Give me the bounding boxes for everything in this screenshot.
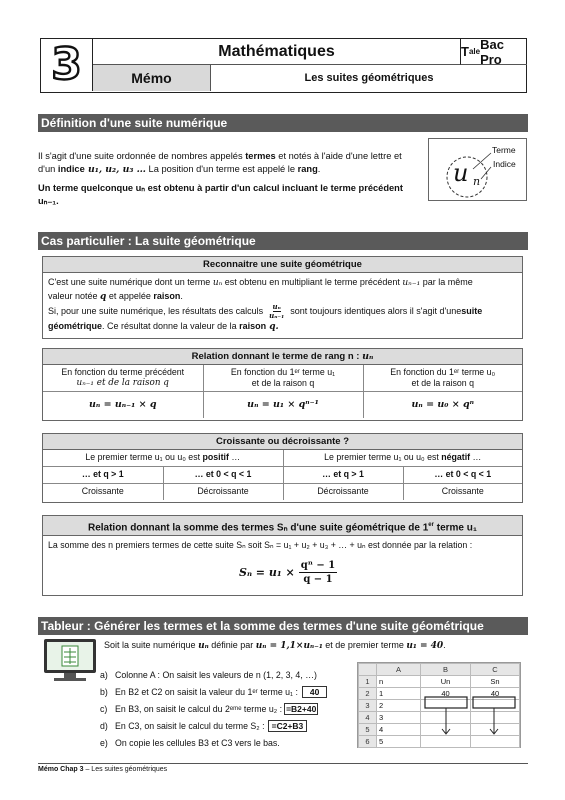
recognize-box bbox=[42, 256, 523, 339]
memo-label: Mémo bbox=[93, 65, 211, 91]
subject-label: Les suites géométriques bbox=[304, 72, 434, 84]
sum-box bbox=[42, 515, 523, 596]
spreadsheet: A B C 1 n Un Sn 2 1 40 40 3 2 4 3 5 4 6 5 bbox=[357, 662, 521, 748]
chapter-box bbox=[41, 39, 93, 91]
sum-formula: Sₙ = u₁ × $\frac{\text{qⁿ − 1}}{q - 1}$ bbox=[239, 560, 336, 585]
relation-box bbox=[42, 348, 523, 421]
step-d: d) En C3, on saisit le calcul du terme S₂ : =C2+B3 bbox=[100, 717, 350, 734]
formula-recursive: uₙ = uₙ₋₁ × q bbox=[43, 391, 203, 418]
step-c: c) En B3, on saisit le calcul du 2ᵉᵐᵉ terme u₂ : =B2+40 bbox=[100, 703, 317, 714]
fill-down-arrows bbox=[358, 663, 520, 747]
ratio-fraction: uₙ uₙ₋₁ bbox=[269, 302, 285, 320]
diagram-n: n bbox=[473, 175, 481, 188]
header bbox=[40, 38, 527, 93]
sum-title: Relation donnant la somme des termes Sₙ d'une suite géométrique de 1er terme u₁ bbox=[43, 516, 522, 536]
relation-table: En fonction du terme précédent uₙ₋₁ et de la raison q En fonction du 1ᵉʳ terme u₁ et de la raison q En fonction du 1ᵉʳ terme u₀ et de la raison q uₙ = uₙ₋₁ × q uₙ = u₁ × qⁿ⁻¹ uₙ = u₀ × qⁿ bbox=[43, 365, 522, 418]
step-a: a) Colonne A : On saisit les valeurs de n (1, 2, 3, 4, …) bbox=[100, 669, 317, 680]
chapter-number: 3 bbox=[51, 39, 82, 90]
footer-rule bbox=[38, 763, 528, 764]
step-e: e) On copie les cellules B3 et C3 vers le bas. bbox=[100, 737, 280, 748]
computer-icon bbox=[42, 638, 98, 684]
section-heading-spreadsheet: Tableur : Générer les termes et la somme des termes d'une suite géométrique bbox=[38, 617, 528, 635]
section-heading-geometric: Cas particulier : La suite géométrique bbox=[38, 232, 528, 250]
monotony-table: Le premier terme u₁ ou u₀ est positif … Le premier terme u₁ ou u₀ est négatif … … et q > 1 … et 0 < q < 1 … et q > 1 … et 0 < q < 1 Croissante Décroissante Décroissante Croissante bbox=[43, 450, 522, 500]
diagram-term-label: Terme bbox=[492, 145, 516, 155]
monotony-title: Croissante ou décroissante ? bbox=[43, 434, 522, 450]
page-title: Mathématiques bbox=[93, 39, 461, 65]
footer: Mémo Chap 3 – Les suites géométriques bbox=[38, 766, 168, 773]
term-index-diagram bbox=[428, 138, 527, 201]
monotony-box bbox=[42, 433, 523, 503]
level-label: T ale Bac Pro bbox=[461, 39, 527, 65]
recognize-title: Reconnaitre une suite géométrique bbox=[43, 257, 522, 273]
relation-title: Relation donnant le terme de rang n : uₙ bbox=[43, 349, 522, 365]
recognize-text: C'est une suite numérique dont un terme uₙ est obtenu en multipliant le terme précédent uₙ₋₁ par la même valeur notée q et appelée raison. Si, pour une suite numérique, les résultats des calculs uₙ uₙ₋₁ sont toujours identiques alors il s'agit d'une suite géométrique. Ce résultat donne la valeur de la raison q. bbox=[48, 277, 483, 332]
definition-text: Il s'agit d'une suite ordonnée de nombres appelés termes et notés à l'aide d'une lettre et d'un indice u₁, u₂, u₃ … La position d'un terme est appelé le rang. Un terme quelconque uₙ est obtenu à partir d'un calcul incluant le terme précédent uₙ₋₁. bbox=[38, 151, 403, 206]
diagram-index-label: Indice bbox=[493, 159, 516, 169]
sum-text: La somme des n premiers termes de cette suite Sₙ soit Sₙ = u₁ + u₂ + u₃ + … + uₙ est donnée par la relation : bbox=[48, 540, 473, 550]
diagram-u: u bbox=[453, 159, 469, 187]
formula-from-u0: uₙ = u₀ × qⁿ bbox=[363, 391, 522, 418]
step-b: b) En B2 et C2 on saisit la valeur du 1ᵉʳ terme u₁ : 40 bbox=[100, 683, 350, 700]
spreadsheet-intro: Soit la suite numérique uₙ définie par uₙ = 1,1×uₙ₋₁ et de premier terme u₁ = 40. bbox=[104, 640, 446, 651]
formula-from-u1: uₙ = u₁ × qⁿ⁻¹ bbox=[203, 391, 363, 418]
steps-list bbox=[100, 666, 350, 751]
section-heading-definition: Définition d'une suite numérique bbox=[38, 114, 528, 132]
